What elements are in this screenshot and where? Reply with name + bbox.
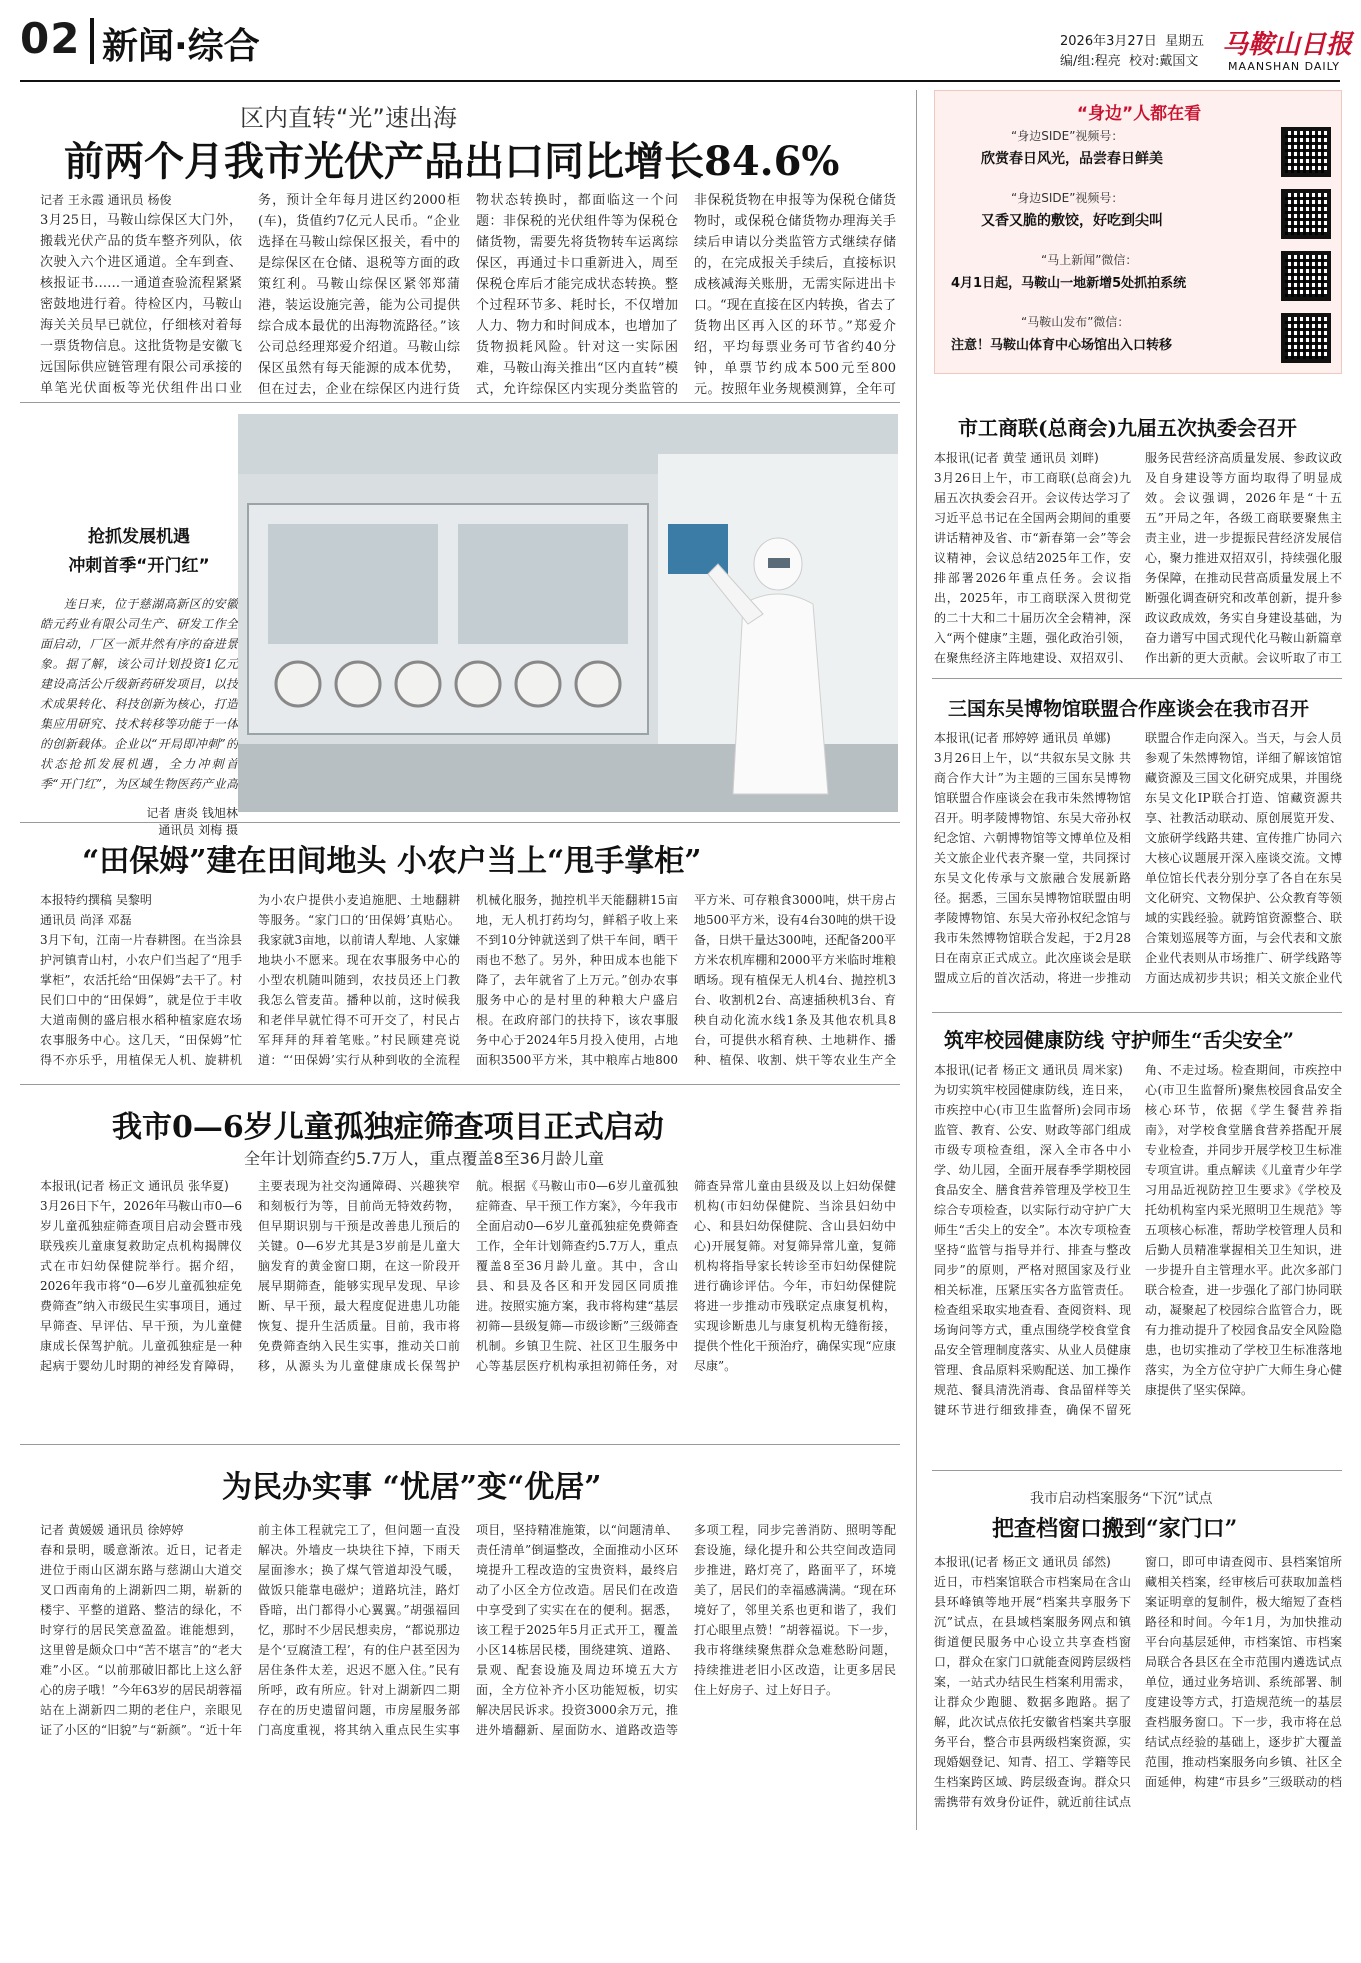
photo-caption: 连日来，位于慈湖高新区的安徽皓元药业有限公司生产、研发工作全面启动，厂区一派井然有序的奋进景象。据了解，该公司计划投资1亿元建设高活公斤级新药研发项目，以技术成果转化、科技创新为核心，打造集应用研究、技术转移等功能于一体的创新载体。企业以“开局即冲刺”的状态抢抓发展机遇，全力冲刺首季“开门红”，为区域生物医药产业高 [40,597,238,791]
campus-byline: 本报讯(记者 杨正文 通讯员 周米家) [934,1063,1123,1077]
paper-logo: 马鞍山日报 [1222,30,1353,60]
promo-item[interactable] [951,189,1331,245]
section-title: 新闻·综合 [102,26,260,67]
campus-headline: 筑牢校园健康防线 守护师生“舌尖安全” [944,1028,1294,1052]
promo-text: 4月1日起，马鞍山一地新增5处抓拍系统 [951,276,1187,291]
weekday: 星期五 [1165,34,1205,49]
lab-photo [238,414,898,812]
paper-logo-en: MAANSHAN DAILY [1228,60,1341,73]
lead-byline: 记者 王永霞 通讯员 杨俊 [40,193,172,207]
federation-body-text: 3月26日上午，市工商联(总商会)九届五次执委会召开。会议传达学习了习近平总书记在全国两会期间的重要讲话精神及省、市“新春第一会”等会议精神，会议总结2025年工作，安排部署2026年重点任务。会议指出，2025年，市工商联深入贯彻党的二十大和二十届历次全会精神，深入“两个健康”主题，强化政治引领，在聚焦经济主阵地建设、双招双引、服务民营经济高质量发展、参政议政及自身建设等方面均取得了明显成效。会议强调，2026年是“十五五”开局之年，各级工商联要聚焦主责主业，进一步提振民营经济发展信心，聚力推进双招双引，持续强化服务保障，在推动民营高质量发展上不断强化调查研究和改革创新，提升参政议政成效，务实自身建设基础，为奋力谱写中国式现代化马鞍山新篇章作出新的更大贡献。会议听取了市工 [934,451,1342,665]
divider [20,1084,900,1085]
field-headline: “田保姆”建在田间地头 小农户当上“甩手掌柜” [82,844,702,879]
museum-body [934,728,1342,1002]
federation-byline: 本报讯(记者 黄莹 通讯员 刘畔) [934,451,1099,465]
museum-byline: 本报讯(记者 邢婷婷 通讯员 单娜) [934,731,1111,745]
housing-headline: 为民办实事 “忧居”变“优居” [222,1470,602,1505]
promo-item[interactable] [951,313,1331,369]
field-byline: 通讯员 尚泽 邓磊 [40,913,132,927]
field-body-text: 3月下旬，江南一片春耕图。在当涂县护河镇青山村，小农户们当起了“甩手掌柜”，农活托给“田保姆”去干了。村民们口中的“田保姆”，就是位于丰收大道南侧的盛启根水稻种植家庭农场农事服务中心。这几天，“田保姆”忙得不亦乐乎，用植保无人机、旋耕机为小农户提供小麦追施肥、土地翻耕等服务。“家门口的‘田保姆’真贴心。我家就3亩地，以前请人犁地、人家嫌地块小不愿来。现在农事服务中心的小型农机随叫随到，农技员还上门教我怎么管麦苗。播种以前，这时候我和老伴早就忙得不可开交了，村民占军拜拜的拜着笔账。”村民顾建亮说道：“‘田保姆’实行从种到收的全流程机械化服务，抛控机半天能翻耕15亩地，无人机打药均匀，鲜稻子收上来不到10分钟就送到了烘干车间，晒干雨也不愁了。另外，种田成本也能下降了，去年就省了上万元。”创办农事服务中心的是村里的种粮大户盛启根。在政府部门的扶持下，该农事服务中心于2024年5月投入使用，占地面积3500平方米，其中粮库占地800平方米、可存粮食3000吨，烘干房占地500平方米，设有4台30吨的烘干设备，日烘干量达300吨，还配备200平方米农机库棚和2000平方米临时堆粮晒场。现有植保无人机4台、抛控机3台、收割机2台、高速插秧机3台、育秧自动化流水线1条及其他农机具8台，可提供水稻育秧、土地耕作、播种、植保、收割、烘干等农业生产全 [40,893,896,1067]
editor: 编/组:程亮 [1060,54,1121,69]
qr-code-icon[interactable] [1281,313,1331,363]
divider [20,822,900,823]
archive-byline: 本报讯(记者 杨正文 通讯员 邰然) [934,1555,1111,1569]
autism-subhead: 全年计划筛查约5.7万人，重点覆盖8至36月龄儿童 [244,1149,604,1168]
photo-story-title: 冲刺首季“开门红” [68,556,210,576]
field-byline: 本报特约撰稿 吴黎明 [40,893,152,907]
promo-box [934,90,1342,374]
lead-article-body [40,190,896,405]
promo-channel: “身边SIDE”视频号： [1011,191,1124,205]
autism-headline: 我市0—6岁儿童孤独症筛查项目正式启动 [112,1110,664,1145]
page-number-divider [90,18,94,64]
archive-body-text: 近日，市档案馆联合市档案局在含山县环峰镇等地开展“档案共享服务下沉”试点，在县域档案服务网点和镇街道便民服务中心设立共享查档窗口，群众在家门口就能查阅跨层级档案，一站式办结民生档案利用需求，让群众少跑腿、数据多跑路。据了解，此次试点依托安徽省档案共享服务平台，整合市县两级档案资源，实现婚姻登记、知青、招工、学籍等民生档案跨区域、跨层级查询。群众只需携带有效身份证件，就近前往试点窗口，即可申请查阅市、县档案馆所藏相关档案，经审核后可获取加盖档案证明章的复制件，极大缩短了查档路径和时间。今年1月，为加快推动平台向基层延伸，市档案馆、市档案局联合各县区在全市范围内遴选试点单位，通过业务培训、系统部署、制度建设等方式，打造规范统一的基层查档服务窗口。下一步，我市将在总结试点经验的基础上，逐步扩大覆盖范围，推动档案服务向乡镇、社区全面延伸，构建“市县乡”三级联动的档 [934,1555,1342,1809]
masthead [0,0,1361,82]
housing-body-text: 春和景明，暖意渐浓。近日，记者走进位于雨山区湖东路与慈湖山大道交叉口西南角的上湖新四二期，崭新的楼宇、平整的道路、整洁的绿化，不时穿行的居民笑意盈盈。谁能想到，这里曾是颇众口中“苦不堪言”的“老大难”小区。“以前那破旧都比上这么舒心的房子哦！”今年63岁的居民胡蓉福站在上湖新四二期的老住户，亲眼见证了小区的“旧貌”与“新颜”。“近十年前主体工程就完工了，但问题一直没解决。外墙皮一块块往下掉，下雨天屋面渗水；换了煤气管道却没气暖，做饭只能靠电磁炉；道路坑洼，路灯昏暗，出门都得小心翼翼。”胡强福回忆，那时不少居民想卖房，“都说那边是个‘豆腐渣工程’，有的住户甚至因为居住条件太差，迟迟不愿入住。”民有所呼，政有所应。针对上湖新四二期存在的历史遗留问题，市房屋服务部门高度重视，将其纳入重点民生实事项目，坚持精准施策，以“问题清单、责任清单”倒逼整改，全面推动小区环境提升工程改造的宝贵资料，最终启动了小区全方位改造。居民们在改造中享受到了实实在在的便利。据悉，该工程于2025年5月正式开工，覆盖小区14栋居民楼，围绕建筑、道路、景观、配套设施及周边环境五大方面，全方位补齐小区功能短板，切实解决居民诉求。投资3000余万元，推进外墙翻新、屋面防水、道路改造等多项工程，同步完善消防、照明等配套设施，绿化提升和公共空间改造同步推进，路灯亮了，路面平了，环境美了，居民们的幸福感满满。“现在环境好了，邻里关系也更和谐了，我们打心眼里点赞！”胡蓉福说。下一步，我市将继续聚焦群众急难愁盼问题，持续推进老旧小区改造，让更多居民住上好房子、过上好日子。 [40,1523,896,1737]
lead-kicker: 区内直转“光”速出海 [240,104,457,132]
promo-text: 又香又脆的敷饺，好吃到尖叫 [981,213,1163,229]
proofreader: 校对:戴国文 [1129,54,1199,69]
photo-story-title: 抢抓发展机遇 [88,527,190,547]
campus-body-text: 为切实筑牢校园健康防线，连日来，市疾控中心(市卫生监督所)会同市场监管、教育、公安、财政等部门组成市级专项检查组，深入全市各中小学、幼儿园，全面开展春季学期校园食品安全、膳食营养管理及学校卫生综合专项检查，以实际行动守护广大师生“舌尖上的安全”。本次专项检查坚持“监管与指导并行、排查与整改同步”的原则，严格对照国家及行业相关标准，压紧压实各方监管责任。检查组采取实地查看、查阅资料、现场询问等方式，重点围绕学校食堂食品安全管理制度落实、从业人员健康管理、食品原料采购配送、加工操作规范、餐具清洗消毒、食品留样等关键环节进行细致排查，确保不留死角、不走过场。检查期间，市疾控中心(市卫生监督所)聚焦校园食品安全核心环节，依据《学生餐营养指南》，对学校食堂膳食营养搭配开展专业检查，并同步开展学校卫生标准专项宣讲。重点解读《儿童青少年学习用品近视防控卫生要求》《学校及托幼机构室内采光照明卫生规范》等五项核心标准，帮助学校管理人员和后勤人员精准掌握相关卫生知识，进一步提升自主管理水平。此次多部门联合检查，进一步强化了部门协同联动，凝聚起了校园综合监管合力，既有力推动提升了校园食品安全风险隐患，也切实推动了学校卫生标准落地落实，为全方位守护广大师生身心健康提供了坚实保障。 [934,1063,1342,1417]
divider [932,1012,1342,1013]
issue-date: 2026年3月27日 星期五 [1060,34,1205,49]
campus-body [934,1060,1342,1460]
divider [20,1444,900,1445]
museum-body-text: 3月26日上午，以“共叙东吴文脉 共商合作大计”为主题的三国东吴博物馆联盟合作座谈会在我市朱然博物馆召开。明孝陵博物馆、东吴大帝孙权纪念馆、六朝博物馆等文博单位及相关文旅企业代表齐聚一堂，共同探讨东吴文化传承与文旅融合发展新路径。据悉，三国东吴博物馆联盟由明孝陵博物馆、东吴大帝孙权纪念馆与我市朱然博物馆联合发起，于2月28日在南京正式成立。此次座谈会是联盟成立后的首次活动，将进一步推动联盟合作走向深入。当天，与会人员参观了朱然博物馆，详细了解该馆馆藏资源及三国文化研究成果，并围绕东吴文化IP联合打造、馆藏资源共享、社教活动联动、原创展览开发、文旅研学线路共建、宣传推广协同六大核心议题展开深入座谈交流。文博单位馆长代表分别分享了各自在东吴文化研究、文物保护、公众教育等领域的实践经验。就跨馆资源整合、联合策划巡展等方面，与会代表和文旅企业代表则从市场推广、研学线路等方面达成初步共识；相关文旅企业代 [934,731,1342,985]
lead-body-text: 3月25日，马鞍山综保区大门外，搬载光伏产品的货车整齐列队，依次驶入六个进区通道。全车到查、核报证书……一通道查验流程紧紧密鼓地进行着。待检区内，马鞍山海关关员早已就位，仔细核对着每一票货物信息。这批货物是安徽飞远国际供应链管理有限公司承接的单笔光伏面板等光伏组件出口业务，预计全年每月进区约2000柜(车)，货值约7亿元人民币。“企业选择在马鞍山综保区报关，看中的是综保区在仓储、退税等方面的政策红利。马鞍山综保区紧邻郑蒲港，装运设施完善，能为公司提供综合成本最优的出海物流路径。”该公司总经理郑爱介绍道。马鞍山综保区虽然有每天能源的成本优势，但在过去，企业在综保区内进行货物状态转换时，都面临这一个问题：非保税的光伏组件等为保税仓储货物，需要先将货物转车运离综保区，再通过卡口重新进入，周至保税仓库后才能完成状态转换。整个过程环节多、耗时长，不仅增加人力、物力和时间成本，也增加了货物损耗风险。针对这一实际困难，马鞍山海关推出“区内直转”模式，允许综保区内实现分类监管的非保税货物在申报等为保税仓储货物时，或保税仓储货物办理海关手续后申请以分类监管方式继续存储的，在完成报关手续后，直接标识成核减海关账册，无需实际进出卡口。“现在直接在区内转换，省去了货物出区再入区的环节。”郑爱介绍，平均每票业务可节省约40分钟，单票节约成本500元至800元。按照年业务规模测算，全年可 [40,193,896,397]
promo-channel: “身边SIDE”视频号： [1011,129,1124,143]
autism-body [40,1176,896,1436]
promo-item[interactable] [951,251,1331,307]
photo-credit: 记者 唐炎 钱旭林 [146,806,238,820]
archive-body [934,1552,1342,1825]
divider [932,678,1342,679]
lab-photo-image [238,414,898,812]
divider [916,90,917,1830]
divider [932,1470,1342,1471]
promo-channel: “马上新闻”微信： [1041,253,1138,267]
divider [20,402,900,403]
photo-story-text [40,412,238,837]
promo-title: “身边”人都在看 [1076,104,1202,124]
federation-body [934,448,1342,670]
lead-headline: 前两个月我市光伏产品出口同比增长84.6% [64,138,840,185]
photo-credit: 通讯员 刘梅 摄 [158,823,238,837]
archive-kicker: 我市启动档案服务“下沉”试点 [1030,1491,1213,1507]
qr-code-icon[interactable] [1281,127,1331,177]
housing-byline: 记者 黄媛媛 通讯员 徐婷婷 [40,1523,184,1537]
qr-code-icon[interactable] [1281,189,1331,239]
autism-byline: 本报讯(记者 杨正文 通讯员 张华夏) [40,1179,229,1193]
field-body [40,890,896,1074]
autism-body-text: 3月26日下午，2026年马鞍山市0—6岁儿童孤独症筛查项目启动会暨市残联残疾儿童康复救助定点机构揭牌仪式在市妇幼保健院举行。据介绍，2026年我市将“0—6岁儿童孤独症免费筛查”纳入市级民生实事项目，通过早筛查、早评估、早干预，为儿童健康成长保驾护航。儿童孤独症是一种起病于婴幼儿时期的神经发育障碍，主要表现为社交沟通障碍、兴趣狭窄和刻板行为等，目前尚无特效药物，但早期识别与干预是改善患儿预后的关键。0—6岁尤其是3岁前是儿童大脑发育的黄金窗口期，在这一阶段开展早期筛查，能够实现早发现、早诊断、早干预，最大程度促进患儿功能恢复、提升生活质量。目前，我市将免费筛查纳入民生实事，推动关口前移，从源头为儿童健康成长保驾护航。根据《马鞍山市0—6岁儿童孤独症筛查、早干预工作方案》，今年我市全面启动0—6岁儿童孤独症免费筛查工作，全年计划筛查约5.7万人，重点覆盖8至36月龄儿童。其中，含山县、和县及各区和开发园区同质推进。按照实施方案，我市将构建“基层初筛—县级复筛—市级诊断”三级筛查机制。乡镇卫生院、社区卫生服务中心等基层医疗机构承担初筛任务，对筛查异常儿童由县级及以上妇幼保健机构(市妇幼保健院、当涂县妇幼中心、和县妇幼保健院、含山县妇幼中心)开展复筛。对复筛异常儿童，复筛机构将指导家长转诊至市妇幼保健院进行确诊评估。今年，市妇幼保健院将进一步推动市残联定点康复机构，实现诊断患儿与康复机构无缝衔接，提供个性化干预治疗，确保实现“应康尽康”。 [40,1179,896,1373]
promo-text: 欣赏春日风光，品尝春日鲜美 [981,151,1163,167]
promo-channel: “马鞍山发布”微信： [1021,315,1130,329]
editors [1060,50,1198,69]
promo-text: 注意！马鞍山体育中心场馆出入口转移 [951,338,1173,353]
archive-headline: 把查档窗口搬到“家门口” [992,1516,1238,1542]
page-number: 02 [20,14,81,63]
museum-headline: 三国东吴博物馆联盟合作座谈会在我市召开 [948,698,1310,720]
qr-code-icon[interactable] [1281,251,1331,301]
promo-item[interactable] [951,127,1331,183]
masthead-rule [20,80,1340,82]
federation-headline: 市工商联(总商会)九届五次执委会召开 [958,416,1297,440]
housing-body [40,1520,896,1825]
